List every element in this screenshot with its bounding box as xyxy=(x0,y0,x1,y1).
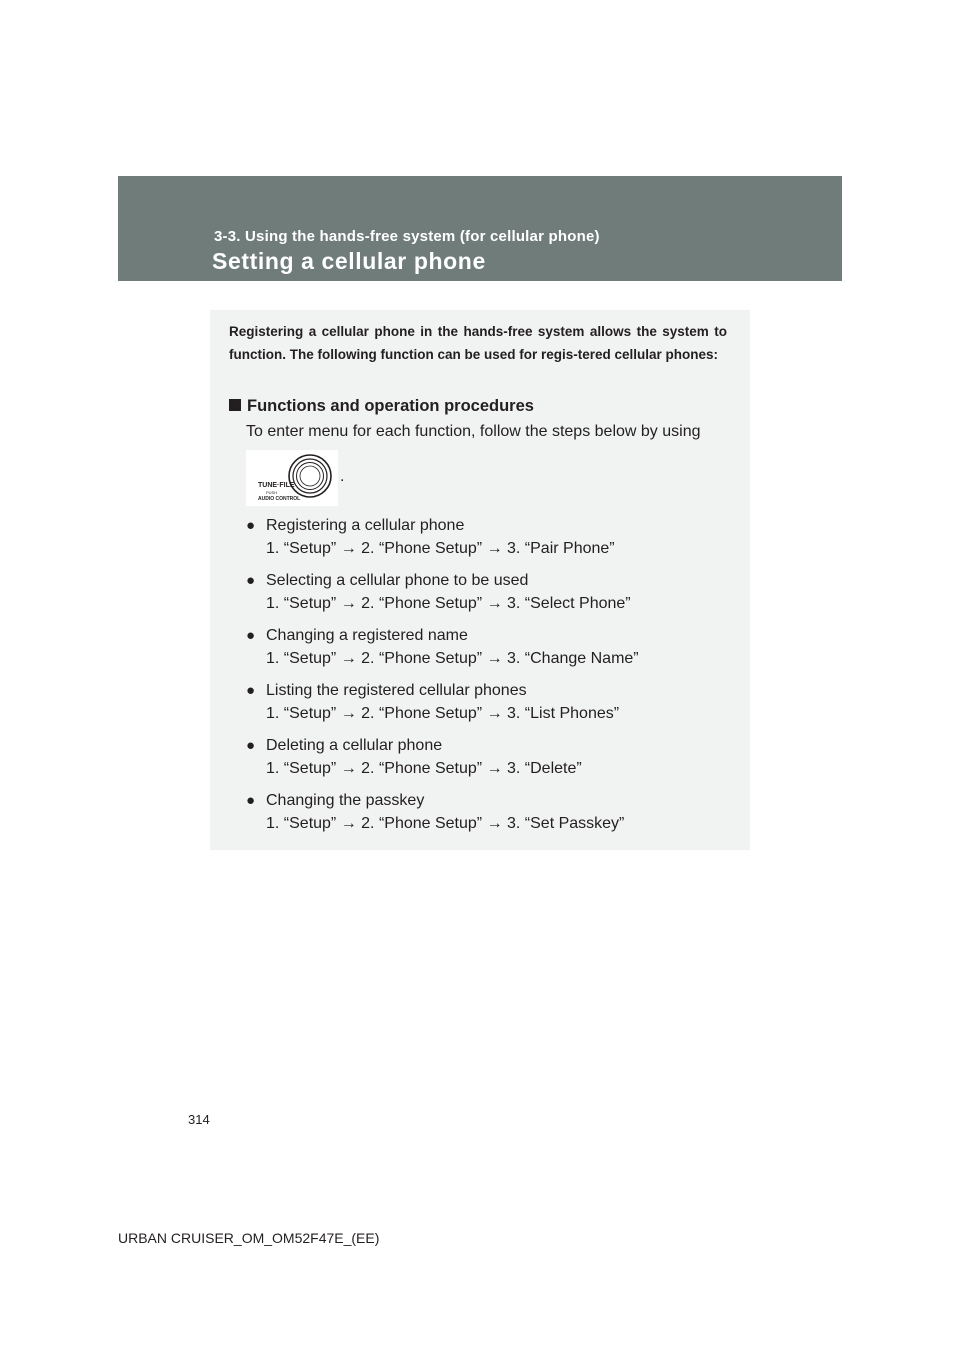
round-bullet-icon: ● xyxy=(246,792,256,809)
item-title: Selecting a cellular phone to be used xyxy=(266,572,529,589)
item-title: Listing the registered cellular phones xyxy=(266,682,527,699)
instruction-period: . xyxy=(340,468,345,485)
list-item xyxy=(246,734,582,780)
item-steps: 1. “Setup” → 2. “Phone Setup” → 3. “List Phones” xyxy=(266,705,620,722)
knob-label-push: PUSH xyxy=(266,490,278,495)
item-title: Changing a registered name xyxy=(266,627,468,644)
list-item xyxy=(246,569,631,615)
round-bullet-icon: ● xyxy=(246,682,256,699)
round-bullet-icon: ● xyxy=(246,627,256,644)
subheading xyxy=(229,397,534,416)
page-number: 314 xyxy=(188,1112,210,1127)
round-bullet-icon: ● xyxy=(246,572,256,589)
round-bullet-icon: ● xyxy=(246,737,256,754)
item-steps: 1. “Setup” → 2. “Phone Setup” → 3. “Change Name” xyxy=(266,650,639,667)
instruction-text: To enter menu for each function, follow the steps below by using xyxy=(246,423,701,440)
square-bullet-icon xyxy=(229,399,241,411)
item-title: Registering a cellular phone xyxy=(266,517,465,534)
intro-paragraph: Registering a cellular phone in the hands-free system allows the system to function. The following function can be used for regis-tered cellular phones: xyxy=(229,324,727,362)
section-label: 3-3. Using the hands-free system (for cellular phone) xyxy=(214,228,600,245)
subheading-text: Functions and operation procedures xyxy=(247,397,534,415)
tune-file-knob-image xyxy=(246,450,338,506)
list-item xyxy=(246,514,615,560)
list-item xyxy=(246,624,639,670)
list-item xyxy=(246,679,619,725)
item-steps: 1. “Setup” → 2. “Phone Setup” → 3. “Select Phone” xyxy=(266,595,631,612)
section-header-band xyxy=(118,176,842,281)
knob-label-main: TUNE·FILE xyxy=(258,482,295,489)
page-title: Setting a cellular phone xyxy=(212,248,486,274)
item-steps: 1. “Setup” → 2. “Phone Setup” → 3. “Delete” xyxy=(266,760,582,777)
tune-file-knob-icon xyxy=(246,450,338,506)
list-item xyxy=(246,789,624,835)
item-title: Deleting a cellular phone xyxy=(266,737,443,754)
item-steps: 1. “Setup” → 2. “Phone Setup” → 3. “Pair Phone” xyxy=(266,540,615,557)
document-footer: URBAN CRUISER_OM_OM52F47E_(EE) xyxy=(118,1230,380,1246)
knob-label-audio: AUDIO CONTROL xyxy=(258,496,301,502)
round-bullet-icon: ● xyxy=(246,517,256,534)
item-steps: 1. “Setup” → 2. “Phone Setup” → 3. “Set Passkey” xyxy=(266,815,625,832)
info-panel xyxy=(210,310,750,850)
item-title: Changing the passkey xyxy=(266,792,425,809)
